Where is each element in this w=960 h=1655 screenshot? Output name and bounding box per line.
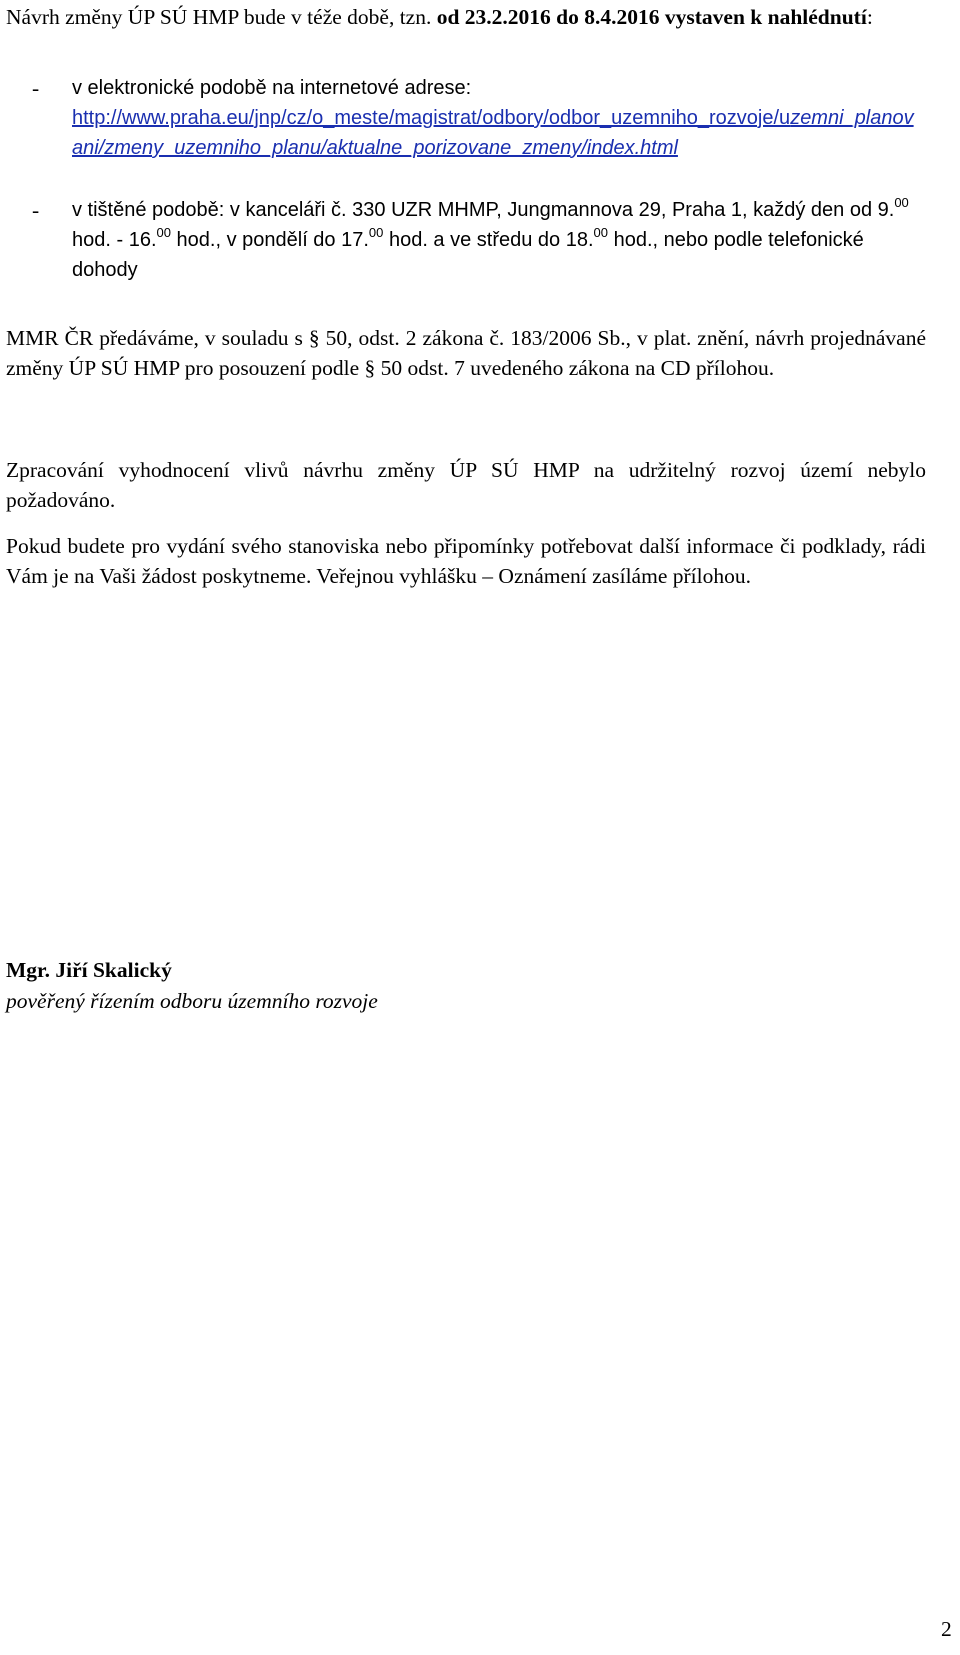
- paragraph-info: Pokud budete pro vydání svého stanoviska nebo připomínky potřebovat další informace či podklady, rádi Vám je na Vaši žádost poskytneme. Veřejnou vyhlášku – Oznámení zasíláme přílohou.: [6, 534, 926, 588]
- paragraph-mmr: MMR ČR předáváme, v souladu s § 50, odst. 2 zákona č. 183/2006 Sb., v plat. znění, návrh projednávané změny ÚP SÚ HMP pro posouzení podle § 50 odst. 7 uvedeného zákona na CD přílohou.: [6, 326, 926, 380]
- intro-date-range: od 23.2.2016 do 8.4.2016 vystaven k nahlédnutí: [436, 5, 867, 29]
- bullet-dash: -: [32, 198, 40, 222]
- printed-text-5: hod., nebo podle telefonické dohody: [72, 229, 864, 281]
- intro-colon: :: [866, 5, 873, 29]
- intro-paragraph: [6, 2, 926, 32]
- printed-text-2: hod. - 16.: [72, 229, 157, 251]
- printed-sup-4: 00: [593, 225, 609, 240]
- praha-url-link[interactable]: [72, 103, 924, 163]
- url-line-2[interactable]: zemni_planovani/zmeny_uzemniho_planu/aktualne_porizovane_zmeny/index.html: [72, 107, 914, 159]
- printed-sup-3: 00: [368, 225, 384, 240]
- printed-sup-1: 00: [894, 195, 909, 210]
- paragraph-assessment: Zpracování vyhodnocení vlivů návrhu změny ÚP SÚ HMP na udržitelný rozvoj území nebylo požadováno.: [6, 458, 926, 512]
- bullet-printed-body: [72, 195, 924, 285]
- signature-role: pověřený řízením odboru územního rozvoje: [6, 989, 378, 1013]
- url-line-1[interactable]: http://www.praha.eu/jnp/cz/o_meste/magistrat/odbory/odbor_uzemniho_rozvoje/u: [72, 107, 791, 129]
- printed-sup-2: 00: [156, 225, 171, 240]
- page-number: 2: [941, 1617, 952, 1641]
- printed-text-1: v tištěné podobě: v kanceláři č. 330 UZR MHMP, Jungmannova 29, Praha 1, každý den od 9.: [72, 199, 895, 221]
- signature-name: Mgr. Jiří Skalický: [6, 958, 172, 982]
- bullet-electronic-body: [72, 73, 924, 163]
- bullet-dash: -: [32, 76, 40, 100]
- intro-text: Návrh změny ÚP SÚ HMP bude v téže době, tzn.: [6, 5, 437, 29]
- electronic-label: v elektronické podobě na internetové adrese:: [72, 77, 472, 99]
- printed-text-3: hod., v pondělí do 17.: [170, 229, 369, 251]
- printed-text-4: hod. a ve středu do 18.: [383, 229, 594, 251]
